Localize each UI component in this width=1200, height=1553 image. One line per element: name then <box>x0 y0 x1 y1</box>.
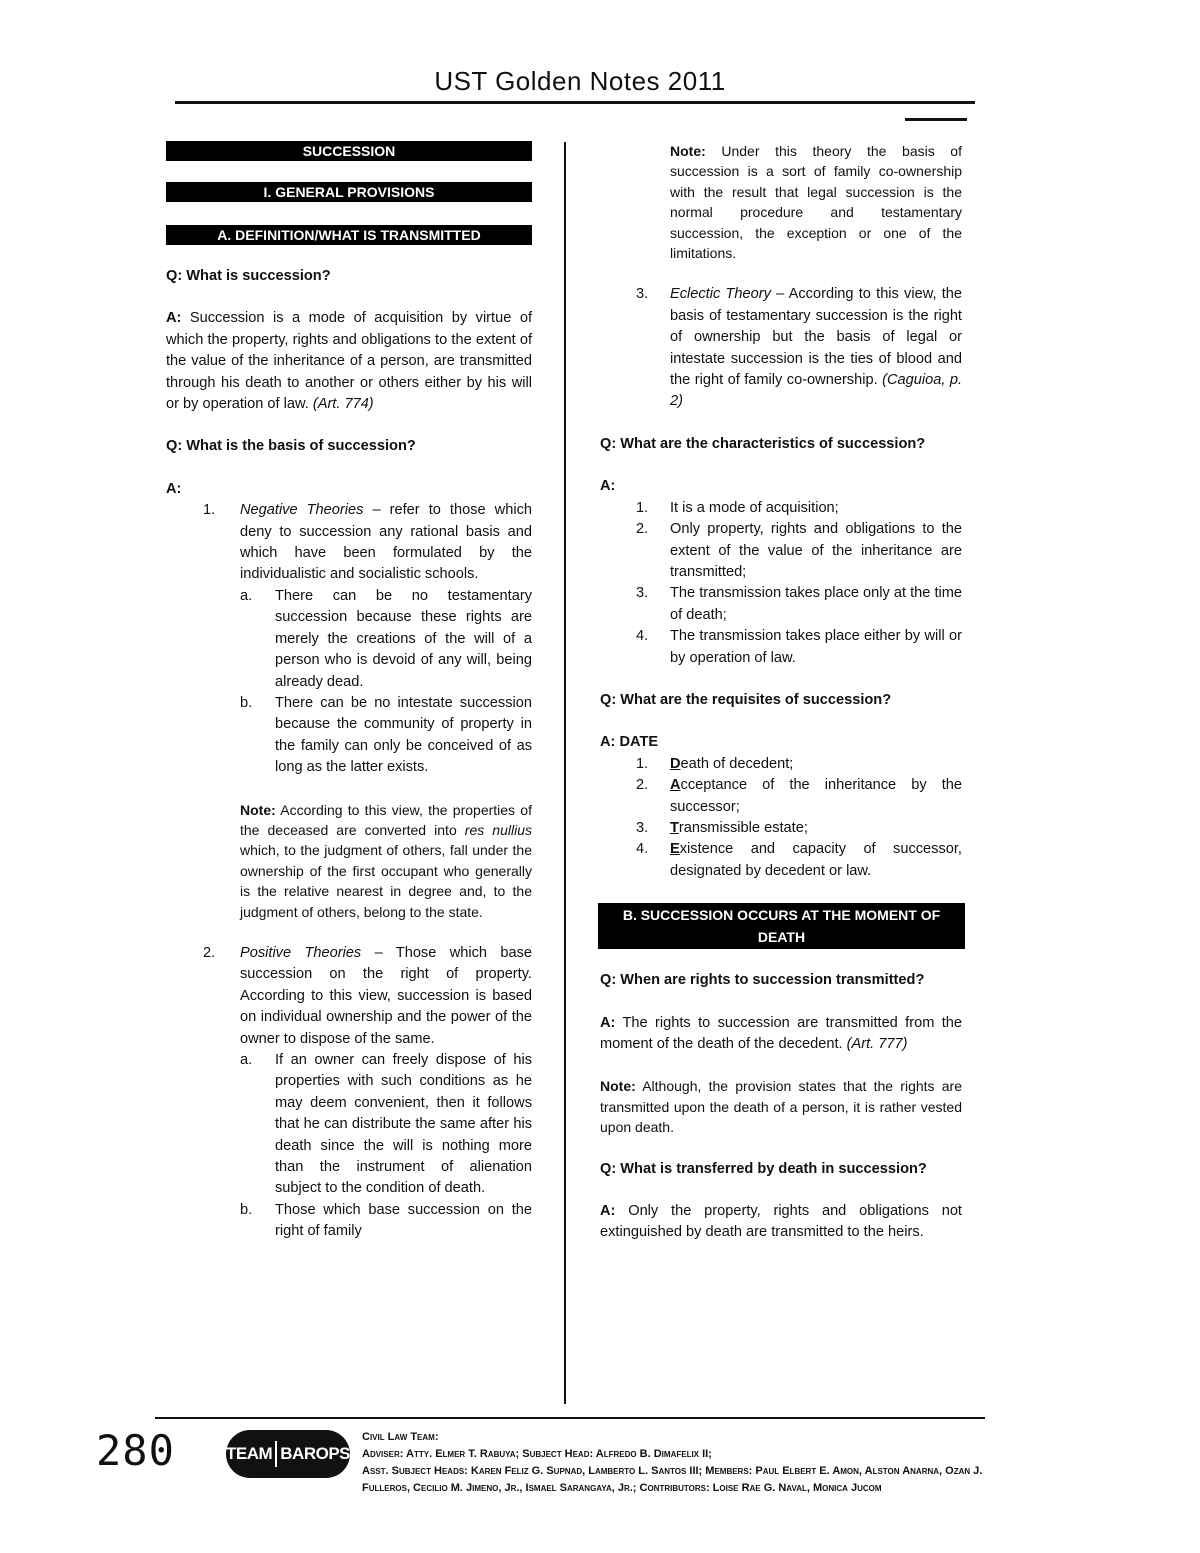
question-requisites: Q: What are the requisites of succession? <box>600 691 892 708</box>
answer-what-is-transferred: A: Only the property, rights and obligations not extinguished by death are transmitted to the heirs. <box>600 1203 962 1241</box>
list-subitem-testamentary: a. There can be no testamentary succession because these rights are merely the creations of the will of a person who is devoid of any will, being already dead. <box>240 587 532 690</box>
list-item: 4. Existence and capacity of successor, designated by decedent or law. <box>636 841 962 879</box>
question-what-is-transferred: Q: What is transferred by death in succession? <box>600 1160 927 1177</box>
column-divider <box>564 142 566 1404</box>
question-what-is-succession: Q: What is succession? <box>166 268 331 284</box>
left-column <box>166 141 532 1243</box>
answer-label: A: <box>166 480 182 497</box>
section-bar-general-provisions: I. GENERAL PROVISIONS <box>166 182 532 202</box>
running-header: UST Golden Notes 2011 <box>434 66 726 96</box>
question-characteristics: Q: What are the characteristics of succession? <box>600 435 926 452</box>
list-subitem-intestate: b. There can be no intestate succession because the community of property in the family can only be conceived of as long as the latter exists. <box>240 694 532 776</box>
answer-label: A: <box>600 478 616 495</box>
footer-rule <box>155 1417 985 1419</box>
section-bar-moment-of-death: B. SUCCESSION OCCURS AT THE MOMENT OF DEATH <box>598 903 965 949</box>
note-vested-upon-death: Note: Although, the provision states that the rights are transmitted upon the death of a person, it is rather vested upon death. <box>600 1078 962 1136</box>
team-barops-logo: TEAM BAROPS <box>226 1430 350 1478</box>
list-subitem-owner-dispose: a. If an owner can freely dispose of his properties with such conditions as he may deem convenient, then it follows that he can distribute the same after his death since the will is nothing more than the instrument of alienation subject to the condition of death. <box>240 1052 532 1197</box>
question-when-transmitted: Q: When are rights to succession transmitted? <box>600 972 925 989</box>
note-family-co-ownership: Note: Under this theory the basis of succession is a sort of family co-ownership with the result that legal succession is the normal procedure and testamentary succession, the exception or one of the limitations. <box>670 143 962 262</box>
list-item: 1. Death of decedent; <box>636 755 794 772</box>
right-column <box>600 141 962 1244</box>
header-rule-top <box>175 101 975 104</box>
list-item: 1. It is a mode of acquisition; <box>636 499 839 516</box>
section-bar-definition: A. DEFINITION/WHAT IS TRANSMITTED <box>166 225 532 245</box>
list-item-eclectic-theory: 3. Eclectic Theory – According to this view, the basis of testamentary succession is the right of ownership but the basis of legal or intestate succession is the ties of blood and the right of family co-ownership. (Caguioa, p. 2) <box>636 286 962 410</box>
list-item: 2. Acceptance of the inheritance by the successor; <box>636 777 962 815</box>
section-bar-succession: SUCCESSION <box>166 141 532 161</box>
answer-when-transmitted: A: The rights to succession are transmitted from the moment of the death of the decedent. (Art. 777) <box>600 1014 962 1052</box>
list-item: 3. The transmission takes place only at the time of death; <box>636 585 963 623</box>
answer-what-is-succession: A: Succession is a mode of acquisition by virtue of which the property, rights and obligations to the extent of the value of the inheritance of a person, are transmitted through his death to another or others either by his will or by operation of law. (Art. 774) <box>166 310 532 413</box>
note-res-nullius: Note: According to this view, the properties of the deceased are converted into res nullius which, to the judgment of others, fall under the ownership of the first occupant who generally is the relative nearest in degree and, to the judgment of others, belong to the state. <box>240 801 532 920</box>
requisites-list <box>600 754 962 882</box>
list-item: 4. The transmission takes place either by will or by operation of law. <box>636 628 962 666</box>
list-item-negative-theories: 1. Negative Theories – refer to those which deny to succession any rational basis and which have been formulated by the individualistic and socialistic schools. <box>203 502 532 583</box>
characteristics-list <box>600 498 962 669</box>
answer-date-mnemonic: A: DATE <box>600 734 659 751</box>
footer-credits: Civil Law Team: Adviser: Atty. Elmer T. Rabuya; Subject Head: Alfredo B. Dimafelix II; Asst. Subject Heads: Karen Feliz G. Supnad, Lamberto L. Santos III; Members: Paul Elbert E. Amon, Alston Anarna, Ozan J. Fulleros, Cecilio M. Jimeno, Jr., Ismael Sarangaya, Jr.; Contributors: Loise Rae G. Naval, Monica Jucom <box>362 1431 983 1494</box>
question-basis-of-succession: Q: What is the basis of succession? <box>166 438 416 455</box>
list-item-positive-theories: 2. Positive Theories – Those which base succession on the right of property. According to this view, succession is based on individual ownership and the power of the owner to dispose of the same. <box>203 944 532 1047</box>
list-item: 3. Transmissible estate; <box>636 819 808 836</box>
list-subitem-right-of-family: b. Those which base succession on the right of family <box>240 1201 532 1240</box>
page-number: 280 <box>96 1426 175 1475</box>
list-item: 2. Only property, rights and obligations to the extent of the value of the inheritance are transmitted; <box>636 521 962 580</box>
header-rule-short <box>905 118 967 121</box>
